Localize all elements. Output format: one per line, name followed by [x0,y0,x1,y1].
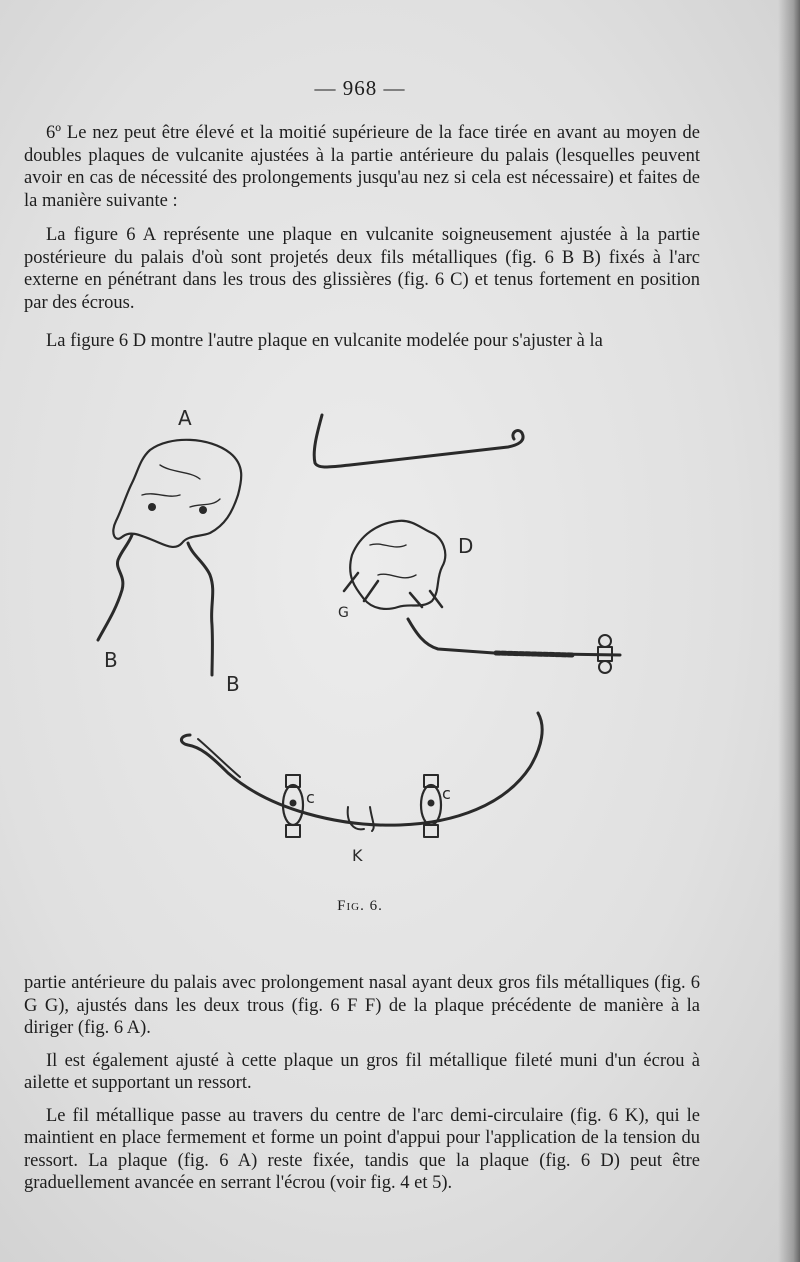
hooked-wire [314,415,523,467]
paragraph-2 [24,224,700,314]
paragraph-text: La figure 6 D montre l'autre plaque en vulcanite modelée pour s'ajuster à la [46,331,603,351]
slider-c-right [421,775,441,837]
page-edge-shadow [778,0,800,1262]
paragraphs-bottom [24,972,700,1195]
plate-d-drawing [338,521,620,673]
wing-nut-top [599,635,611,647]
label-b-left: B [104,648,118,672]
label-k: K [352,846,363,865]
label-g: G [338,605,349,621]
arc-k-drawing [181,713,542,865]
wires-b [98,535,240,696]
figure-6-illustration [60,395,680,895]
figure-caption: Fig. 6. [337,898,383,914]
paragraph-text: Il est également ajusté à cette plaque un gros fil métallique fileté muni d'un écrou à ailette et supportant un ressort. [24,1050,700,1093]
page-number: — 968 — [314,76,406,100]
wing-nut-bottom [599,661,611,673]
paragraph-1 [24,122,700,212]
hole-f-left [148,503,156,511]
label-c-left: c [306,788,315,807]
label-c-right: c [442,784,451,803]
label-b-right: B [226,672,240,696]
paragraph-text: partie antérieure du palais avec prolongement nasal ayant deux gros fils métalliques (fig. 6 G G), ajustés dans les deux trous (fig. 6 F F) de la plaque précédente de manière à la diriger (fig. 6 A). [24,973,700,1038]
plate-a-drawing [113,406,241,547]
paragraph-text: La figure 6 A représente une plaque en vulcanite soigneusement ajustée à la partie postérieure du palais d'où sont projetés deux fils métalliques (fig. 6 B B) fixés à l'arc externe en pénétrant dans les trous des glissières (fig. 6 C) et tenus fortement en position par des écrous. [24,225,700,313]
paragraph-3 [24,330,700,353]
paragraph-text: Le fil métallique passe au travers du centre de l'arc demi-circulaire (fig. 6 K), qui le maintient en place fermement et forme un point d'appui pour l'application de la tension du ressort. La plaque (fig. 6 A) reste fixée, tandis que la plaque (fig. 6 D) peut être graduellement avancée en serrant l'écrou (voir fig. 4 et 5). [24,1105,700,1193]
label-a: A [178,406,192,430]
paragraph-text: 6º Le nez peut être élevé et la moitié supérieure de la face tirée en avant au moyen de doubles plaques de vulcanite ajustées à la partie antérieure du palais (lesquelles peuvent avoir en cas de nécessité des prolongements jusqu'au nez si cela est nécessaire) et faites de la manière suivante : [24,123,700,211]
label-d: D [458,534,474,558]
hole-f-right [199,506,207,514]
